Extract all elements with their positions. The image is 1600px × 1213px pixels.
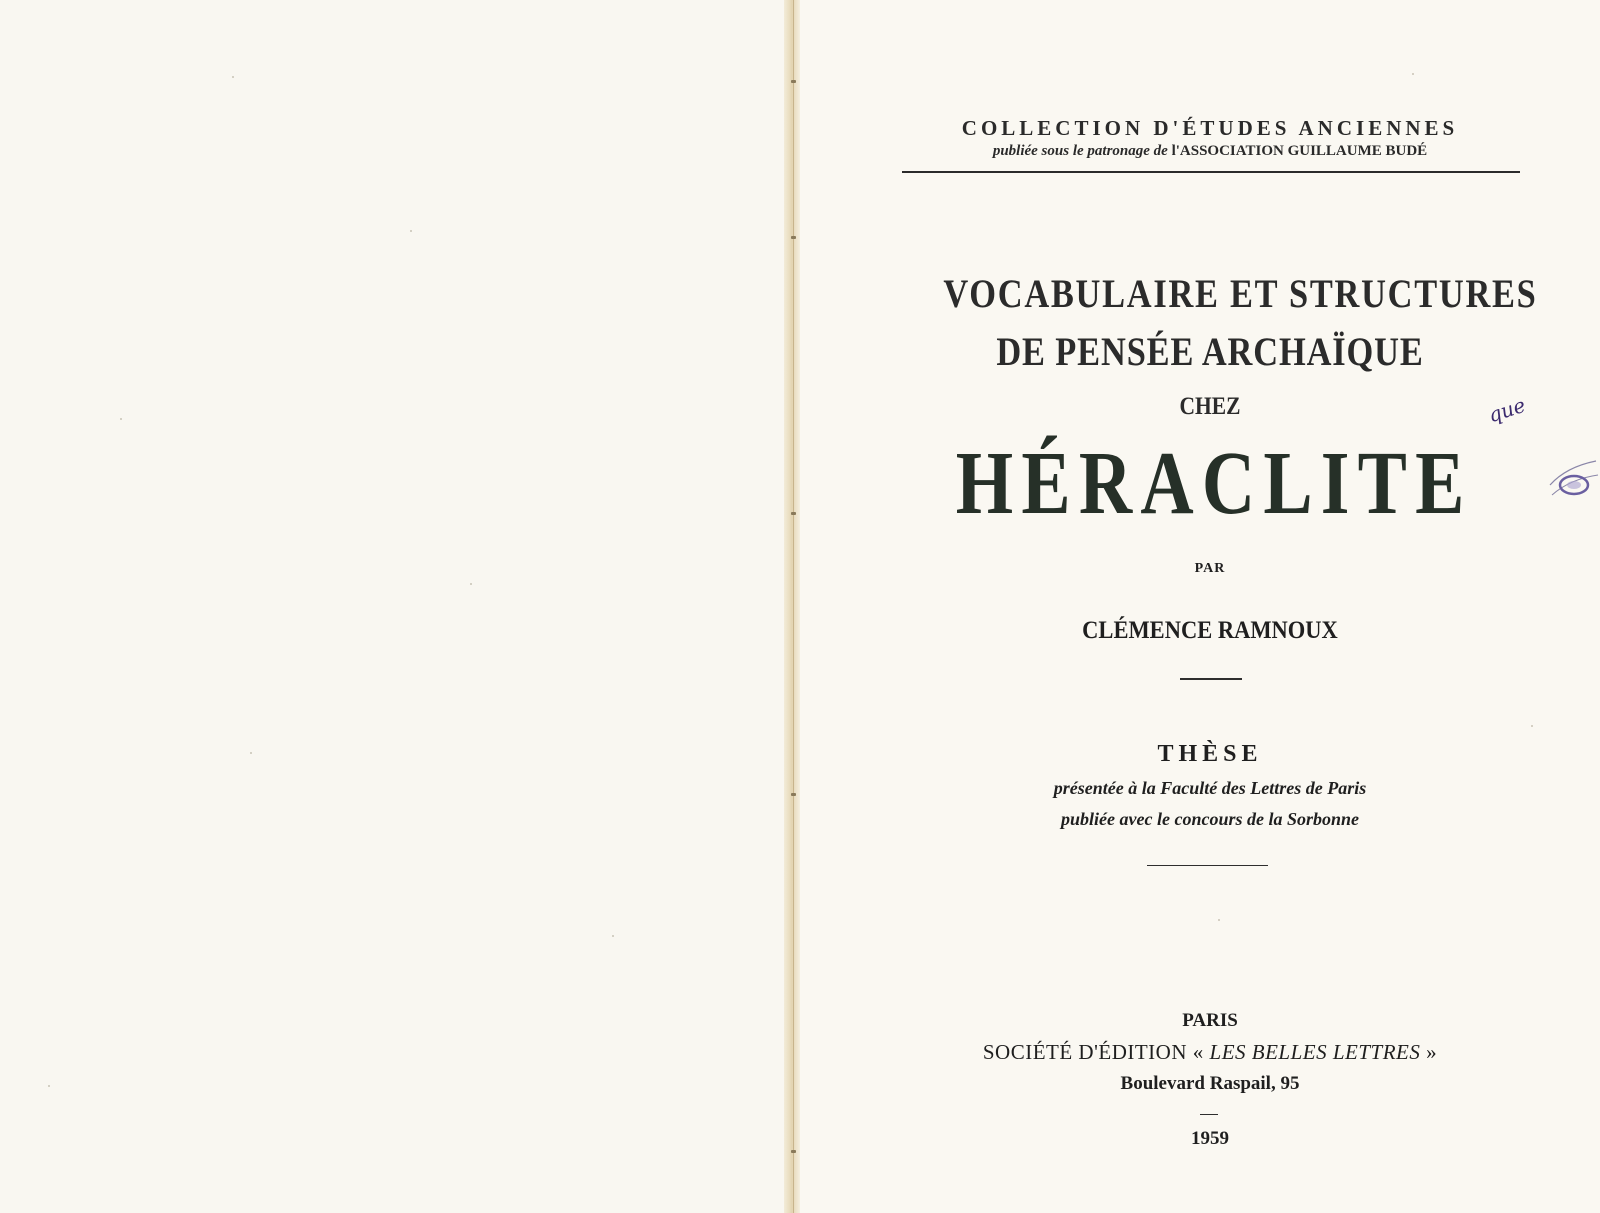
binding-stitch <box>791 80 796 83</box>
series-title: COLLECTION D'ÉTUDES ANCIENNES <box>961 116 1459 140</box>
paper-speck <box>612 935 614 937</box>
binding-stitch <box>791 512 796 515</box>
book-gutter <box>784 0 800 1213</box>
imprint-year: 1959 <box>1191 1128 1229 1149</box>
binding-stitch <box>791 793 796 796</box>
paper-speck <box>232 76 234 78</box>
thesis-divider <box>1147 865 1268 866</box>
paper-speck <box>1412 73 1414 75</box>
publisher-name: LES BELLES LETTRES <box>1209 1040 1421 1064</box>
gutter-fold-line <box>793 0 794 1213</box>
title-line-3: CHEZ <box>1179 393 1241 420</box>
library-stamp-icon <box>1546 455 1600 505</box>
paper-speck <box>410 230 412 232</box>
thesis-line-1: présentée à la Faculté des Lettres de Paris <box>1053 778 1367 798</box>
paper-speck <box>250 752 252 754</box>
title-line-2: DE PENSÉE ARCHAÏQUE <box>996 329 1424 374</box>
publisher-prefix: SOCIÉTÉ D'ÉDITION « <box>982 1040 1204 1064</box>
imprint-publisher <box>900 1040 1520 1065</box>
main-title: HÉRACLITE <box>955 434 1473 533</box>
imprint-address: Boulevard Raspail, 95 <box>1120 1073 1300 1094</box>
title-line-1: VOCABULAIRE ET STRUCTURES <box>943 271 1538 316</box>
paper-speck <box>1531 725 1533 727</box>
author-divider <box>1180 678 1242 680</box>
left-page-blank <box>0 0 790 1213</box>
paper-speck <box>1218 919 1220 921</box>
thesis-line-2: publiée avec le concours de la Sorbonne <box>1061 809 1359 829</box>
series-subtitle-caps: l'ASSOCIATION GUILLAUME BUDÉ <box>1171 143 1428 159</box>
header-rule <box>902 171 1520 173</box>
series-subtitle <box>900 143 1520 160</box>
handwritten-annotation: que <box>1485 392 1529 428</box>
imprint-city: PARIS <box>1182 1010 1238 1031</box>
publisher-suffix: » <box>1426 1040 1438 1064</box>
paper-speck <box>120 418 122 420</box>
series-subtitle-italic: publiée sous le patronage de <box>992 143 1168 159</box>
binding-stitch <box>791 236 796 239</box>
paper-speck <box>48 1085 50 1087</box>
author-name: CLÉMENCE RAMNOUX <box>1082 617 1338 644</box>
binding-stitch <box>791 1150 796 1153</box>
paper-speck <box>470 583 472 585</box>
year-dash <box>1200 1114 1218 1115</box>
thesis-label: THÈSE <box>1157 741 1263 767</box>
by-label: PAR <box>1194 561 1226 576</box>
